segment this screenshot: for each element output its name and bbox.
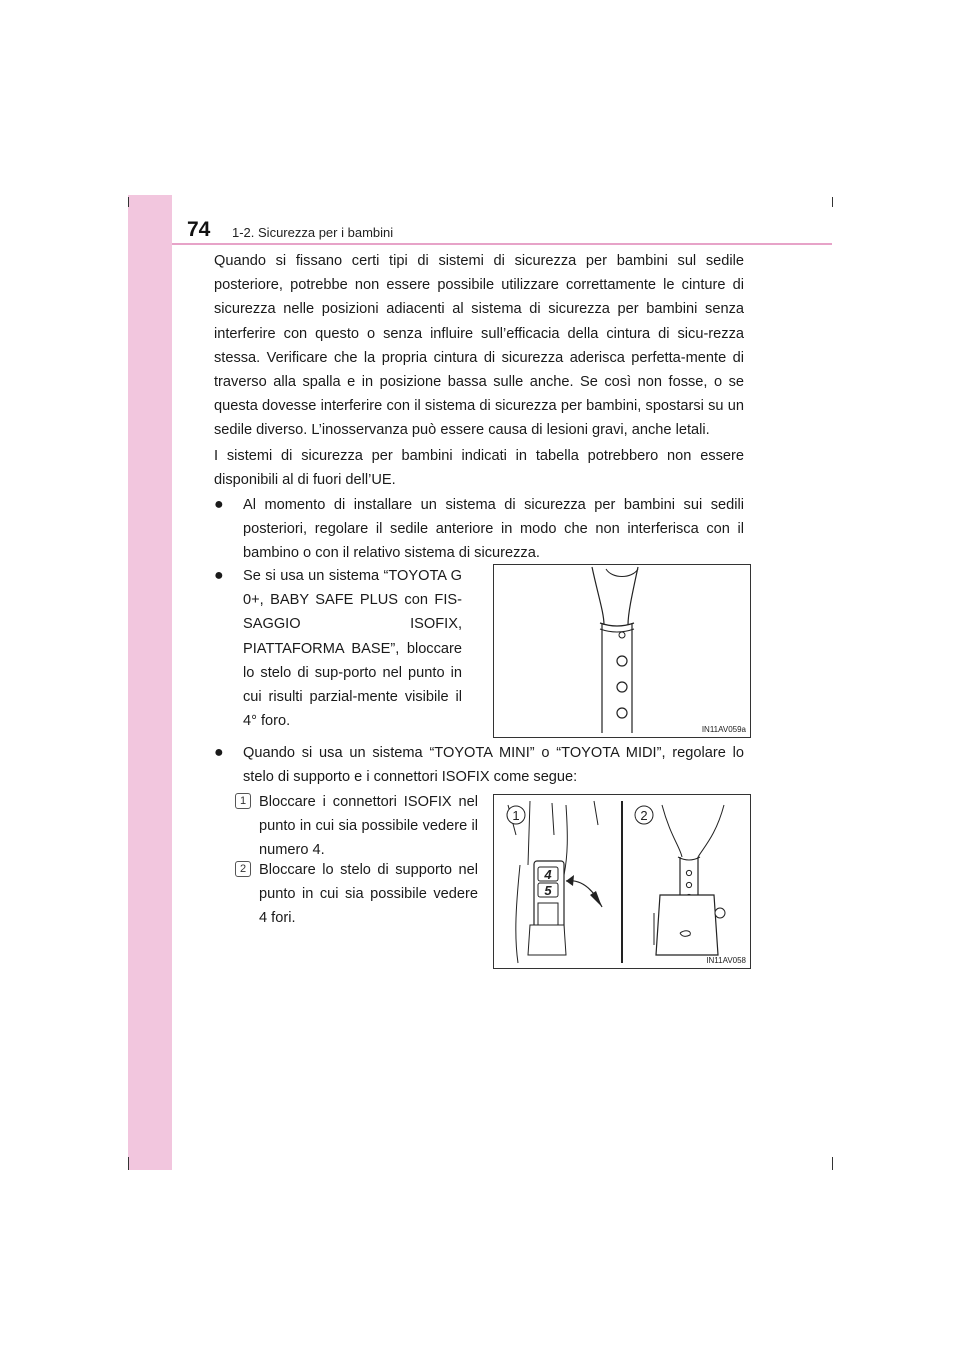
support-leg-illustration [494, 565, 750, 737]
callout-number: 1 [512, 808, 520, 823]
bullet-support-leg: Se si usa un sistema “TOYOTA G 0+, BABY SAFE PLUS con FIS-SAGGIO ISOFIX, PIATTAFORMA BASE”, bloccare lo stelo di sup-porto nel punto in cui risulti parzial-mente visibile il 4° foro. [243, 568, 462, 730]
bullet-marker: ● [214, 496, 224, 513]
step-support-leg-holes: Bloccare lo stelo di supporto nel punto in cui sia possibile vedere 4 fori. [259, 862, 478, 927]
step-isofix-connectors: Bloccare i connettori ISOFIX nel punto in cui sia possibile vedere il numero 4. [259, 794, 478, 859]
header-divider [172, 243, 832, 245]
availability-paragraph: I sistemi di sicurezza per bambini indicati in tabella potrebbero non essere disponibili al di fuori dell’UE. [214, 448, 744, 489]
figure-code: IN11AV058 [706, 956, 746, 965]
figure-code-label [688, 954, 748, 966]
step-number: 2 [235, 861, 251, 877]
crop-mark [832, 197, 833, 207]
bullet-front-seat: Al momento di installare un sistema di sicurezza per bambini sui sedili posteriori, regolare il sedile anteriore in modo che non interferisca con il bambino o con il relativo sistema di sicurezza. [243, 497, 744, 562]
bullet-isofix: Quando si usa un sistema “TOYOTA MINI” o “TOYOTA MIDI”, regolare lo stelo di supporto e i connettori ISOFIX come segue: [243, 745, 744, 786]
callout-number: 2 [640, 808, 648, 823]
crop-mark [128, 1157, 129, 1170]
step-number: 1 [235, 793, 251, 809]
crop-mark [832, 1157, 833, 1170]
isofix-figure [493, 794, 751, 969]
section-title: 1-2. Sicurezza per i bambini [232, 225, 394, 240]
bullet-marker: ● [214, 567, 224, 584]
figure-code-label [688, 723, 748, 735]
chapter-side-tab [128, 195, 172, 1170]
bullet-marker: ● [214, 744, 224, 761]
crop-mark [128, 197, 129, 207]
isofix-illustration [494, 795, 750, 968]
figure-code: IN11AV059a [701, 725, 746, 734]
warning-paragraph: Quando si fissano certi tipi di sistemi di sicurezza per bambini sul sedile posteriore, potrebbe non essere possibile utilizzare correttamente le cinture di sicurezza nelle posizioni adiacenti al sistema di sicurezza per bambini senza interferire con questo o senza influire sull’efficacia della cintura di sicu-rezza stessa. Verificare che la propria cintura di sicurezza aderisca perfetta-mente di traverso alla spalla e in posizione bassa sulle anche. Se così non fosse, o se questa dovesse interferire con il sistema di sicurezza per bambini, spostarsi su un sedile diverso. L’inosservanza può essere causa di lesioni gravi, anche letali. [214, 253, 744, 439]
connector-digit: 5 [544, 883, 552, 898]
connector-digit: 4 [544, 867, 552, 882]
support-leg-figure [493, 564, 751, 738]
page-number: 74 [187, 218, 211, 241]
